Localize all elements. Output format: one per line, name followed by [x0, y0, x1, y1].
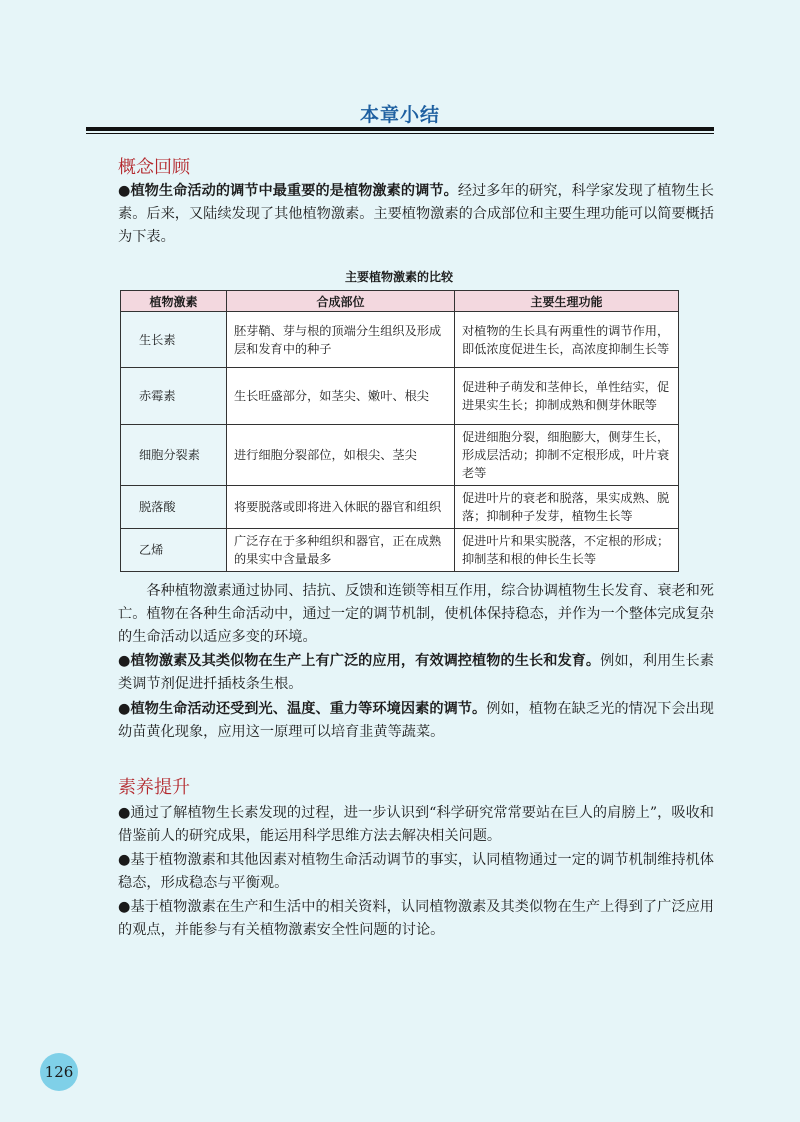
synthesis-site: 生长旺盛部分，如茎尖、嫩叶、根尖 [227, 368, 455, 425]
paragraph-text: 基于植物激素和其他因素对植物生命活动调节的事实，认同植物通过一定的调节机制维持机体稳态，形成稳态与平衡观。 [118, 852, 714, 891]
title-rule-thin [86, 133, 714, 134]
table-row [121, 425, 679, 486]
bullet-icon: ● [118, 805, 131, 821]
paragraph-concept-2: 各种植物激素通过协同、拮抗、反馈和连锁等相互作用，综合协调植物生长发育、衰老和死亡。植物在各种生命活动中，通过一定的调节机制，使机体保持稳态，并作为一个整体完成复杂的生命活动以适应多变的环境。 [118, 583, 714, 645]
table-caption: 主要植物激素的比较 [344, 270, 453, 284]
paragraph-text: 通过了解植物生长素发现的过程，进一步认识到“科学研究常常要站在巨人的肩膀上”，吸收和借鉴前人的研究成果，能运用科学思维方法去解决相关问题。 [118, 805, 714, 844]
hormone-comparison-table [120, 290, 679, 572]
table-header-row [121, 291, 679, 312]
synthesis-site: 将要脱落或即将进入休眠的器官和组织 [227, 486, 455, 529]
bullet-icon: ● [118, 899, 131, 915]
title-rule-thick [86, 127, 714, 131]
main-function: 对植物的生长具有两重性的调节作用，即低浓度促进生长，高浓度抑制生长等 [455, 312, 679, 368]
main-function: 促进叶片和果实脱落，不定根的形成；抑制茎和根的伸长生长等 [455, 529, 679, 572]
table-row [121, 486, 679, 529]
bullet-icon: ● [118, 701, 131, 717]
paragraph-concept-4 [118, 698, 714, 744]
main-function: 促进叶片的衰老和脱落，果实成熟、脱落；抑制种子发芽，植物生长等 [455, 486, 679, 529]
paragraph-text: 例如，利用生长素类调节剂促进扦插枝条生根。 [118, 653, 714, 692]
paragraph-text: 基于植物激素在生产和生活中的相关资料，认同植物激素及其类似物在生产上得到了广泛应用的观点，并能参与有关植物激素安全性问题的讨论。 [118, 899, 714, 938]
paragraph-concept-1 [118, 180, 714, 249]
section-heading-concept-review: 概念回顾 [118, 157, 190, 178]
paragraph-literacy-3 [118, 896, 714, 942]
paragraph-literacy-1 [118, 802, 714, 848]
main-function: 促进种子萌发和茎伸长，单性结实，促进果实生长；抑制成熟和侧芽休眠等 [455, 368, 679, 425]
header-synthesis-site: 合成部位 [227, 291, 455, 312]
synthesis-site: 进行细胞分裂部位，如根尖、茎尖 [227, 425, 455, 486]
main-function: 促进细胞分裂，细胞膨大，侧芽生长，形成层活动；抑制不定根形成，叶片衰老等 [455, 425, 679, 486]
header-hormone: 植物激素 [121, 291, 227, 312]
key-statement: 植物生命活动还受到光、温度、重力等环境因素的调节。 [130, 701, 487, 717]
hormone-name: 赤霉素 [121, 368, 227, 425]
bullet-icon: ● [118, 183, 131, 199]
table-row [121, 368, 679, 425]
hormone-name: 脱落酸 [121, 486, 227, 529]
synthesis-site: 胚芽鞘、芽与根的顶端分生组织及形成层和发育中的种子 [227, 312, 455, 368]
key-statement: 植物生命活动的调节中最重要的是植物激素的调节。 [130, 183, 458, 199]
table-row [121, 529, 679, 572]
table-row [121, 312, 679, 368]
synthesis-site: 广泛存在于多种组织和器官，正在成熟的果实中含量最多 [227, 529, 455, 572]
hormone-name: 生长素 [121, 312, 227, 368]
paragraph-text: 经过多年的研究，科学家发现了植物生长素。后来，又陆续发现了其他植物激素。主要植物激素的合成部位和主要生理功能可以简要概括为下表。 [118, 183, 714, 245]
header-main-function: 主要生理功能 [455, 291, 679, 312]
bullet-icon: ● [118, 653, 131, 669]
chapter-title: 本章小结 [359, 104, 440, 126]
hormone-name: 乙烯 [121, 529, 227, 572]
paragraph-literacy-2 [118, 849, 714, 895]
page-number: 126 [40, 1053, 78, 1091]
key-statement: 植物激素及其类似物在生产上有广泛的应用，有效调控植物的生长和发育。 [130, 653, 601, 669]
section-heading-literacy: 素养提升 [118, 777, 190, 798]
hormone-name: 细胞分裂素 [121, 425, 227, 486]
paragraph-concept-3 [118, 650, 714, 696]
paragraph-text: 例如，植物在缺乏光的情况下会出现幼苗黄化现象，应用这一原理可以培育韭黄等蔬菜。 [118, 701, 714, 740]
bullet-icon: ● [118, 852, 131, 868]
